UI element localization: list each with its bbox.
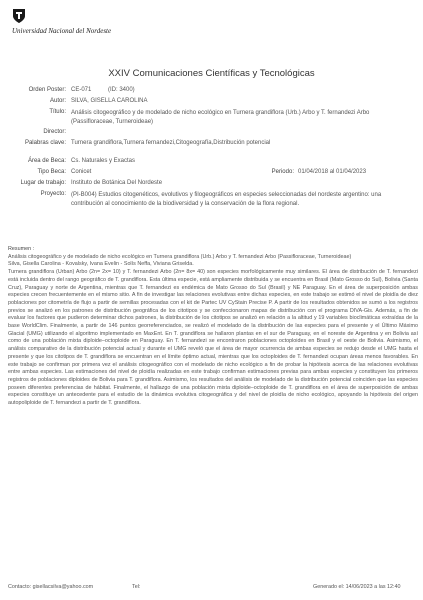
- director-label: Director:: [43, 129, 66, 135]
- autor-label: Autor:: [49, 98, 66, 104]
- tipo-beca-value: Conicet: [71, 169, 92, 175]
- proyecto-value: (PI-B004) Estudios citogenéticos, evolutivos y filogeográficos en especies seleccionadas del nordeste argentino: una contribución al conocimiento de la biodiversidad y la conservación de la flora regional.: [71, 192, 382, 207]
- titulo-label: Título:: [49, 109, 66, 115]
- lugar-trabajo-label: Lugar de trabajo:: [20, 180, 66, 186]
- titulo-value: Análisis citogeográfico y de modelado de nicho ecológico en Turnera grandiflora (Urb.) Arbo y T. fernandezi Arbo (Passifloraceae, Turneroideae): [71, 110, 370, 125]
- periodo-label: Periodo:: [271, 169, 294, 175]
- abstract-section: [8, 246, 418, 408]
- abstract-heading: Resumen :: [8, 246, 35, 252]
- university-name: Universidad Nacional del Nordeste: [12, 27, 112, 35]
- footer-contact: Contacto: gisellacsilva@yahoo.com: [8, 584, 94, 590]
- autor-value: SILVA, GISELLA CAROLINA: [71, 98, 148, 104]
- abstract-body: Turnera grandiflora (Urban) Arbo (2n= 2x= 10) y T. fernandezi Arbo (2n= 8x= 40) son especies morfológicamente muy similares. El área de distribución de T. fernandezi está incluida dentro del rango geográfico de T. grandiflora. Esta última especie, está ampliamente distribuida y se encuentra en Brasil (Mato Grosso do Sul), Bolivia (Santa Cruz), Paraguay y norte de Argentina, mientras que T. fernandezi es endémica de Mato Grosso do Sul (Brasil) y NE Paraguay. En el área de superposición ambas especies crecen frecuentemente en el mismo sitio. A fin de investigar las relaciones evolutivas entre dichas especies, en este trabajo se estimó el nivel de ploidía de diez poblaciones por citometría de flujo a partir de semillas procesadas con el kit de Partec UV CyStain Precise P. A partir de los resultados obtenidos se sumó a los registros previos se analizó en los patrones de distribución geográfica de los citotipos y se confeccionaron mapas de distribución con el programa DIVA-Gis. Además, a fin de evaluar los factores que pudieron determinar dichos patrones, la distribución de los citotipos se analizó en relación a la altitud y 19 variables bioclimáticas extraídas de la base WorldClim. Finalmente, a partir de 146 puntos georreferenciados, se realizó el modelado de la distribución de las especies para el presente y el Último Máximo Glacial (UMG) utilizando el algoritmo implementado en MaxEnt. En T. grandiflora se hallaron plantas en el sur de Paraguay, en el noreste de Argentina y en Bolivia así como de una población mixta diploide–octoploide en Paraguay. En T. fernandezi se encontraron poblaciones octoploides en Brasil y el oeste de Bolivia. Asimismo, el análisis comparativo de la distribución potencial actual y durante el UMG reveló que el área de mayor ocurrencia de ambas especies se redujo desde el UMG hasta el presente y que los citotipos de T. grandiflora se encuentran en el límite óptimo actual, mientras que los octoploides de T. fernandezi ocupan áreas menos favorables. En este trabajo se confirman por primera vez el análisis citogeográfico con el modelado de nicho ecológico a fin de probar la hipótesis acerca de las relaciones evolutivas entre ambas especies. Las estimaciones del nivel de ploidía realizadas en este trabajo confirman estimaciones previas para ambas especies y constituyen los primeros registros de poblaciones diploides de Bolivia para T. grandiflora. Asimismo, los resultados del análisis de modelado de la distribución potencial coinciden que las especies poseen diferentes preferencias de hábitat. Finalmente, el hallazgo de una población mixta diploide–octoploide de T. grandiflora en el área de superposición de ambas especies constituye un antecedente para el estudio de la dinámica evolutiva citogeográfica y del nivel de ploidía de nicho ecológico, apoyando la hipótesis del origen autopoliploide de T. fernandezi a partir de T. grandiflora.: [8, 269, 418, 407]
- university-logo: [12, 8, 112, 58]
- abstract-title: Análisis citogeográfico y de modelado de nicho ecológico en Turnera grandiflora (Urb.) Arbo y T. fernandezi Arbo (Passifloraceae, Turneroideae): [8, 253, 352, 260]
- shield-icon: [12, 8, 26, 24]
- orden-poster-label: Orden Poster:: [28, 87, 66, 93]
- abstract-authors: Silva, Gisella Carolina - Kovalsky, Ivana Evelin - Solís Neffa, Viviana Griselda.: [8, 261, 194, 268]
- periodo-value: 01/04/2018 al 01/04/2023: [298, 169, 367, 175]
- footer-generated: Generado el: 14/06/2023 a las 12:40: [313, 584, 401, 590]
- proyecto-label: Proyecto:: [40, 191, 66, 197]
- footer-tel: Tel:: [132, 584, 141, 590]
- palabras-clave-value: Turnera grandiflora,Turnera fernandezi,Citogeografía,Distribución potencial: [71, 140, 271, 146]
- orden-poster-id: (ID: 3400): [108, 87, 135, 93]
- palabras-clave-label: Palabras clave:: [24, 140, 66, 146]
- area-beca-label: Área de Beca:: [27, 158, 66, 164]
- tipo-beca-label: Tipo Beca:: [37, 169, 66, 175]
- lugar-trabajo-value: Instituto de Botánica Del Nordeste: [71, 180, 163, 186]
- orden-poster-value: CE-071: [71, 87, 92, 93]
- area-beca-value: Cs. Naturales y Exactas: [71, 158, 136, 164]
- page-title: XXIV Comunicaciones Científicas y Tecnológicas: [108, 68, 315, 79]
